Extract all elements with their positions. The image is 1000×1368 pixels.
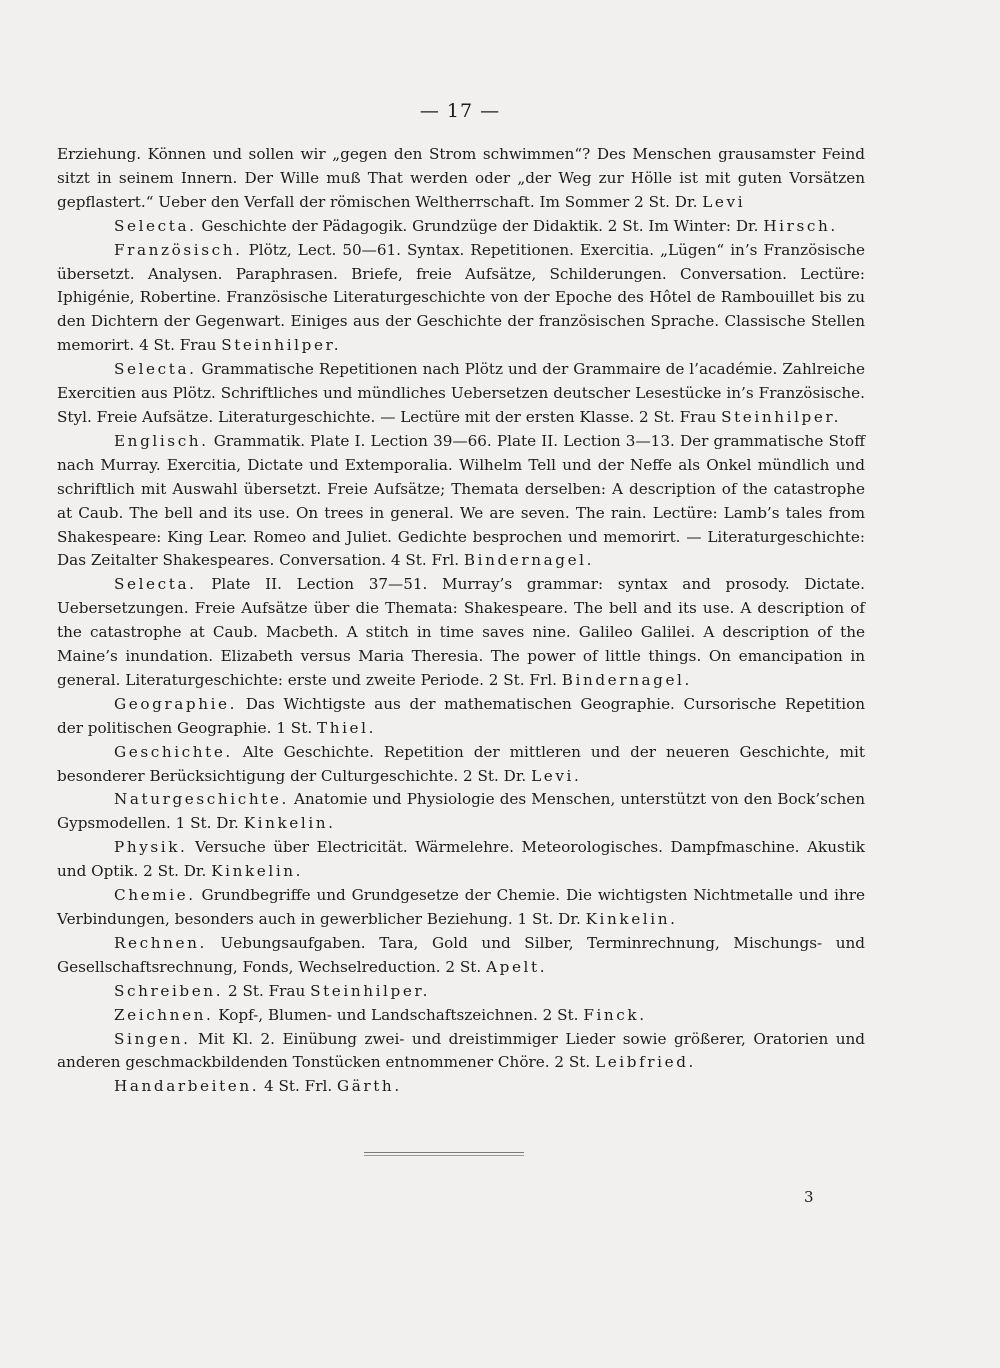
subject-heading: Zeichnen. (114, 1005, 214, 1024)
subject-heading: Selecta. (114, 360, 197, 379)
teacher-name: Kinkelin. (585, 910, 678, 928)
body-text (57, 143, 865, 1099)
teacher-name: Levi (702, 192, 746, 211)
paragraph-text: Grammatik. Plate I. Lection 39—66. Plate II. Lection 3—13. Der grammatische Stoff nach Murray. Exercitia, Dictate und Extemporalia. Wilhelm Tell und der Neffe als Onkel mündlich und schriftlich mit Auswahl übersetzt. Freie Aufsätze; Themata derselben: A description of the catastrophe at Caub. The bell and its use. On trees in general. We are seven. The rain. Lectüre: Lamb’s tales from Shakespeare: King Lear. Romeo and Juliet. Gedichte besprochen und memorirt. — Literaturgeschichte: Das Zeitalter Shakespeares. Conversation. 4 St. Frl. (57, 431, 865, 570)
paragraph (57, 741, 865, 789)
teacher-name: Thiel. (316, 718, 377, 737)
subject-heading: Selecta. (114, 575, 197, 594)
paragraph (57, 693, 865, 741)
teacher-name: Hirsch. (763, 216, 838, 235)
teacher-name: Leibfried. (595, 1053, 696, 1072)
paragraph-text: Alte Geschichte. Repetition der mittleren und der neueren Geschichte, mit besonderer Berücksichtigung der Culturgeschichte. 2 St. Dr. (57, 742, 865, 785)
subject-heading: Handarbeiten. (114, 1077, 260, 1096)
paragraph (57, 430, 865, 573)
paragraph (57, 1004, 865, 1028)
paragraph (57, 932, 865, 980)
teacher-name: Bindernagel. (561, 670, 692, 689)
paragraph-text: Anatomie und Physiologie des Menschen, unterstützt von den Bock’schen Gypsmodellen. 1 St. Dr. (57, 790, 865, 833)
subject-heading: Französisch. (114, 240, 243, 259)
paragraph-text: Versuche über Electricität. Wärmelehre. Meteorologisches. Dampfmaschine. Akustik und Optik. 2 St. Dr. (57, 838, 865, 881)
paragraph-text: Uebungsaufgaben. Tara, Gold und Silber, Terminrechnung, Mischungs- und Gesellschaftsrechnung, Fonds, Wechselreduction. 2 St. (57, 933, 865, 976)
subject-heading: Singen. (114, 1029, 191, 1048)
paragraph (57, 788, 865, 836)
teacher-name: Kinkelin. (243, 814, 336, 833)
subject-heading: Geschichte. (114, 742, 233, 761)
paragraph-text: Mit Kl. 2. Einübung zwei- und dreistimmiger Lieder sowie größerer, Oratorien und anderen geschmackbildenden Tonstücken entnommener Chöre. 2 St. (57, 1029, 865, 1072)
paragraph (57, 836, 865, 884)
paragraph (57, 358, 865, 430)
paragraph (57, 143, 865, 215)
teacher-name: Gärth. (336, 1077, 402, 1096)
paragraph-text: Plate II. Lection 37—51. Murray’s grammar: syntax and prosody. Dictate. Uebersetzungen. Freie Aufsätze über die Themata: Shakespeare. The bell and its use. A description of the catastrophe at Caub. Macbeth. A stitch in time saves nine. Galileo Galilei. A description of the Maine’s inundation. Elizabeth versus Maria Theresia. The power of little things. On emancipation in general. Literaturgeschichte: erste und zweite Periode. 2 St. Frl. (57, 575, 865, 689)
subject-heading: Rechnen. (114, 933, 207, 952)
page-number: — 17 — (419, 100, 501, 122)
paragraph-text: Grammatische Repetitionen nach Plötz und der Grammaire de l’académie. Zahlreiche Exercitien aus Plötz. Schriftliches und mündliches Uebersetzen deutscher Lesestücke in’s Französische. Styl. Freie Aufsätze. Literaturgeschichte. — Lectüre mit der ersten Klasse. 2 St. Frau (57, 360, 865, 426)
paragraph (57, 1075, 865, 1099)
teacher-name: Kinkelin. (211, 862, 304, 881)
paragraph-text: Erziehung. Können und sollen wir „gegen den Strom schwimmen“? Des Menschen grausamster Feind sitzt in seinem Innern. Der Wille muß That werden oder „der Weg zur Hölle ist mit guten Vorsätzen gepflastert.“ Ueber den Verfall der römischen Weltherrschaft. Im Sommer 2 St. Dr. (57, 145, 865, 211)
paragraph-text: Geschichte der Pädagogik. Grundzüge der Didaktik. 2 St. Im Winter: Dr. (196, 216, 764, 235)
subject-heading: Schreiben. (114, 981, 224, 1000)
paragraph (57, 215, 865, 239)
teacher-name: Bindernagel. (463, 551, 595, 570)
paragraph-text: Grundbegriffe und Grundgesetze der Chemie. Die wichtigsten Nichtmetalle und ihre Verbindungen, besonders auch in gewerblicher Beziehung. 1 St. Dr. (57, 886, 865, 928)
teacher-name: Apelt. (486, 957, 548, 976)
paragraph-text: 4 St. Frl. (259, 1077, 337, 1096)
paragraph-text: Plötz, Lect. 50—61. Syntax. Repetitionen. Exercitia. „Lügen“ in’s Französische übersetzt. Analysen. Paraphrasen. Briefe, freie Aufsätze, Schilderungen. Conversation. Lectüre: Iphigénie, Robertine. Französische Literaturgeschichte von der Epoche des Hôtel de Rambouillet bis zu den Dichtern der Gegenwart. Einiges aus der Geschichte der französischen Sprache. Classische Stellen memorirt. 4 St. Frau (57, 240, 865, 355)
subject-heading: Englisch. (114, 431, 209, 450)
paragraph (57, 980, 865, 1004)
subject-heading: Geographie. (114, 694, 238, 713)
subject-heading: Chemie. (114, 886, 196, 905)
teacher-name: Steinhilper. (310, 981, 431, 1000)
paragraph-text: Das Wichtigste aus der mathematischen Geographie. Cursorische Repetition der politischen Geographie. 1 St. (57, 694, 865, 737)
paragraph (57, 573, 865, 693)
paragraph-text: Kopf-, Blumen- und Landschaftszeichnen. 2 St. (213, 1005, 584, 1024)
teacher-name: Steinhilper. (221, 336, 342, 355)
paragraph (57, 1028, 865, 1076)
paragraph (57, 239, 865, 359)
teacher-name: Levi. (531, 766, 582, 785)
teacher-name: Finck. (583, 1005, 647, 1024)
teacher-name: Steinhilper. (721, 407, 842, 426)
paragraph (57, 884, 865, 932)
signature-mark: 3 (804, 1188, 814, 1206)
paragraph-text: 2 St. Frau (223, 981, 311, 1000)
subject-heading: Selecta. (114, 216, 197, 235)
subject-heading: Physik. (114, 838, 188, 857)
end-rule (364, 1152, 524, 1156)
subject-heading: Naturgeschichte. (114, 790, 289, 809)
